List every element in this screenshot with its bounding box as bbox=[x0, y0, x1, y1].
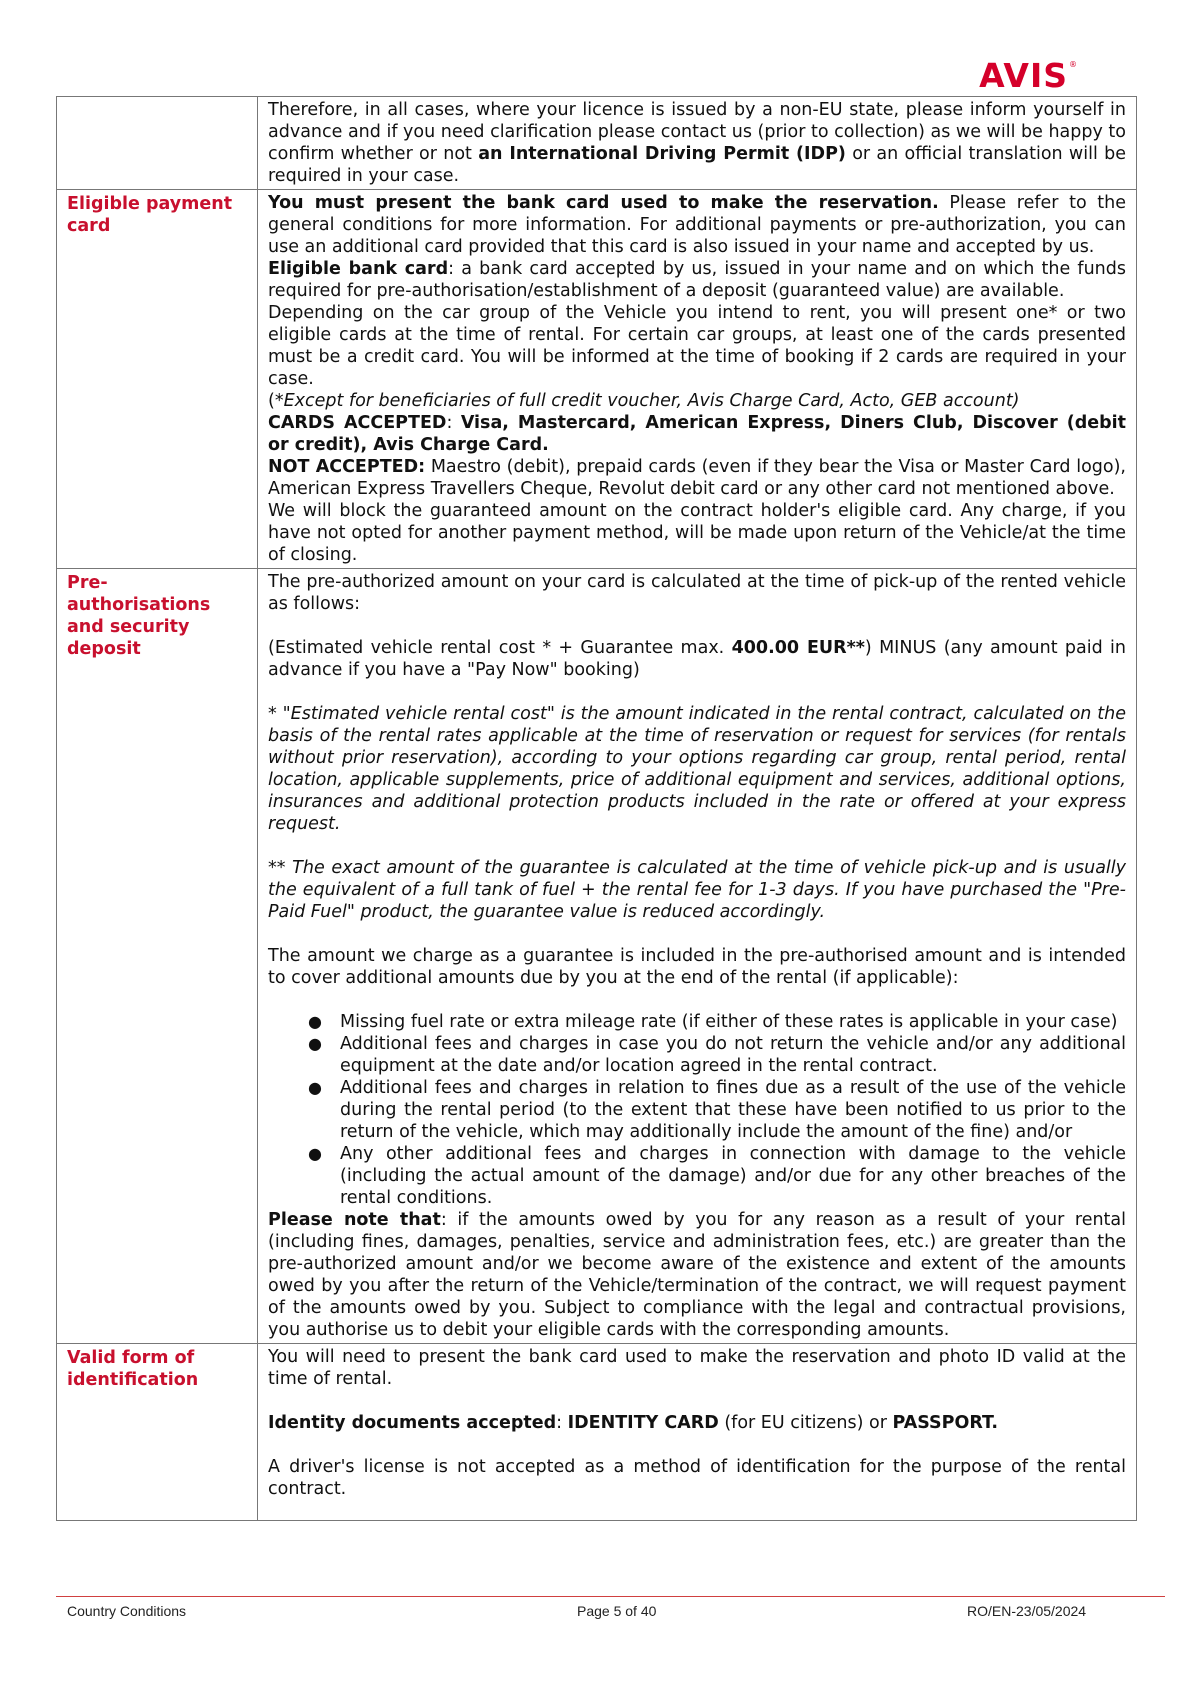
bullet-icon: ● bbox=[308, 1012, 322, 1031]
conditions-table bbox=[56, 96, 1137, 1521]
paragraph: Please note that: if the amounts owed by you for any reason as a result of your rental (including fines, damages, penalties, service and administration fees, etc.) are greater than the pre-authorized amount and/or we become aware of the existence and extent of the amounts owed by you after the return of the Vehicle/termination of the contract, we will request payment of the amounts owed by you. Subject to compliance with the legal and contractual provisions, you authorise us to debit your eligible cards with the corresponding amounts. bbox=[268, 1210, 1127, 1340]
paragraph: * "Estimated vehicle rental cost" is the amount indicated in the rental contract, calculated on the basis of the rental rates applicable at the time of reservation or request for services (for rentals without prior reservation), according to your options regarding car group, rental period, rental location, applicable supplements, price of additional equipment and services, additional options, insurances and additional protection products included in the rate or offered at your express request. bbox=[268, 704, 1126, 834]
footer-divider bbox=[56, 1596, 1165, 1597]
table-row bbox=[57, 97, 1137, 190]
avis-logo: AVIS® bbox=[979, 56, 1078, 95]
paragraph: NOT ACCEPTED: Maestro (debit), prepaid cards (even if they bear the Visa or Master Card logo), American Express Travellers Cheque, Revolut debit card or any other card not mentioned above. bbox=[268, 457, 1126, 499]
bullet-icon: ● bbox=[308, 1034, 322, 1053]
paragraph: ** The exact amount of the guarantee is calculated at the time of vehicle pick-up and is usually the equivalent of a full tank of fuel + the rental fee for 1-3 days. If you have purchased the "Pre-Paid Fuel" product, the guarantee value is reduced accordingly. bbox=[268, 858, 1126, 922]
row-body bbox=[258, 569, 1137, 1344]
bullet-icon: ● bbox=[308, 1078, 322, 1097]
paragraph: (Estimated vehicle rental cost * + Guarantee max. 400.00 EUR**) MINUS (any amount paid in advance if you have a "Pay Now" booking) bbox=[268, 638, 1126, 680]
list-item: ● Missing fuel rate or extra mileage rate (if either of these rates is applicable in your case) bbox=[308, 1012, 1118, 1032]
row-label-eligible-payment-card: Eligible payment card bbox=[57, 190, 258, 569]
row-body bbox=[258, 190, 1137, 569]
footer-version: RO/EN-23/05/2024 bbox=[967, 1603, 1087, 1619]
paragraph: You will need to present the bank card used to make the reservation and photo ID valid at the time of rental. bbox=[268, 1347, 1126, 1389]
bullet-icon: ● bbox=[308, 1144, 322, 1163]
table-row bbox=[57, 190, 1137, 569]
paragraph: Eligible bank card: a bank card accepted by us, issued in your name and on which the funds required for pre-authorisation/establishment of a deposit (guaranteed value) are available. bbox=[268, 259, 1126, 301]
footer-page-number: Page 5 of 40 bbox=[577, 1603, 657, 1619]
paragraph: The pre-authorized amount on your card is calculated at the time of pick-up of the rented vehicle as follows: bbox=[268, 572, 1126, 614]
row-label-pre-authorisations: Pre-authorisations and security deposit bbox=[57, 569, 258, 1344]
paragraph: CARDS ACCEPTED: Visa, Mastercard, American Express, Diners Club, Discover (debit or credit), Avis Charge Card. bbox=[268, 413, 1126, 455]
list-item: ● Additional fees and charges in relation to fines due as a result of the use of the vehicle during the rental period (to the extent that these have been notified to us prior to the return of the vehicle, which may additionally include the amount of the fine) and/or bbox=[308, 1078, 1126, 1142]
paragraph: Depending on the car group of the Vehicle you intend to rent, you will present one* or two eligible cards at the time of rental. For certain car groups, at least one of the cards presented must be a credit card. You will be informed at the time of booking if 2 cards are required in your case. bbox=[268, 303, 1126, 389]
paragraph: (*Except for beneficiaries of full credit voucher, Avis Charge Card, Acto, GEB account) bbox=[268, 391, 1020, 411]
paragraph: We will block the guaranteed amount on the contract holder's eligible card. Any charge, if you have not opted for another payment method, will be made upon return of the Vehicle/at the time of closing. bbox=[268, 501, 1126, 565]
row-label bbox=[57, 97, 258, 190]
paragraph: The amount we charge as a guarantee is included in the pre-authorised amount and is intended to cover additional amounts due by you at the end of the rental (if applicable): bbox=[268, 946, 1126, 988]
list-item: ● Additional fees and charges in case you do not return the vehicle and/or any additional equipment at the date and/or location agreed in the rental contract. bbox=[308, 1034, 1126, 1076]
paragraph: Identity documents accepted: IDENTITY CARD (for EU citizens) or PASSPORT. bbox=[268, 1413, 998, 1433]
list-item: ● Any other additional fees and charges in connection with damage to the vehicle (including the actual amount of the damage) and/or due for any other breaches of the rental conditions. bbox=[308, 1144, 1126, 1208]
row-label-valid-identification: Valid form of identification bbox=[57, 1344, 258, 1521]
footer-document-name: Country Conditions bbox=[67, 1603, 187, 1619]
paragraph: A driver's license is not accepted as a method of identification for the purpose of the rental contract. bbox=[268, 1457, 1126, 1499]
bullet-list bbox=[268, 1011, 1126, 1209]
table-row bbox=[57, 569, 1137, 1344]
paragraph: You must present the bank card used to make the reservation. Please refer to the general conditions for more information. For additional payments or pre-authorization, you can use an additional card provided that this card is also issued in your name and accepted by us. bbox=[268, 193, 1126, 257]
row-body bbox=[258, 97, 1137, 190]
table-row bbox=[57, 1344, 1137, 1521]
row-body bbox=[258, 1344, 1137, 1521]
paragraph: Therefore, in all cases, where your licence is issued by a non-EU state, please inform yourself in advance and if you need clarification please contact us (prior to collection) as we will be happy to confirm whether or not an International Driving Permit (IDP) or an official translation will be required in your case. bbox=[268, 100, 1126, 186]
